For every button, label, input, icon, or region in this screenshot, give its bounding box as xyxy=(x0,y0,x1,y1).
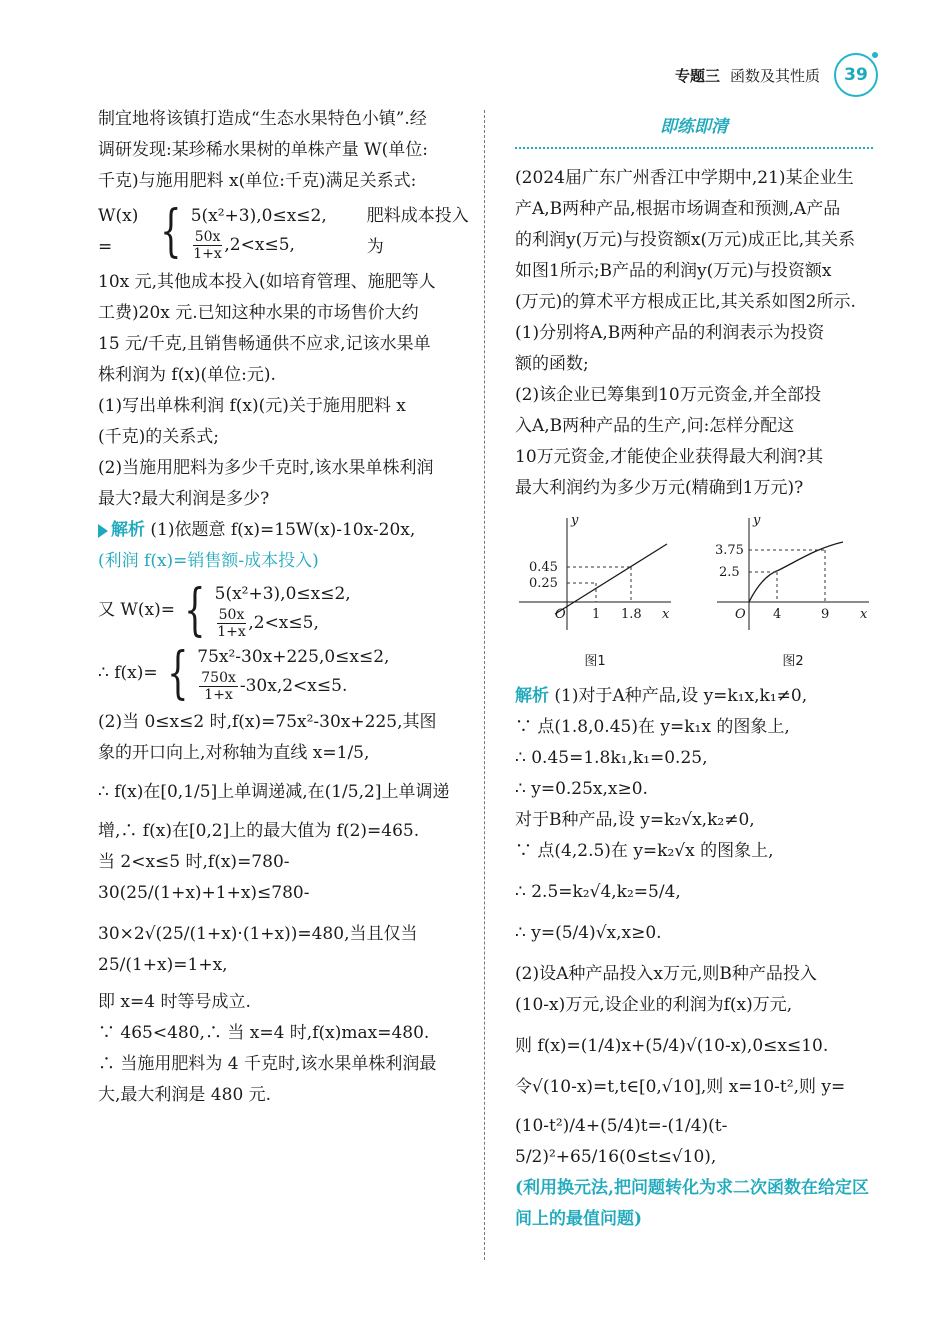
paragraph-line: 15 元/千克,且销售畅通供不应求,记该水果单 xyxy=(98,334,431,354)
fraction xyxy=(217,607,247,640)
y-tick-label: 0.45 xyxy=(529,560,558,575)
solution-line: 当 2<x≤5 时,f(x)=780-30(25/(1+x)+1+x)≤780- xyxy=(98,852,310,903)
chapter-title: 函数及其性质 xyxy=(729,66,820,85)
figure-1 xyxy=(515,512,675,677)
page-number-badge xyxy=(834,53,878,97)
x-tick-label: 9 xyxy=(821,607,830,622)
w-case-2 xyxy=(215,607,351,640)
analysis-tag: 解析 xyxy=(111,520,145,540)
x-axis-label: x xyxy=(662,607,670,622)
left-column xyxy=(98,104,472,1111)
w-again-label: 又 W(x)= xyxy=(98,600,175,620)
f-function-definition xyxy=(98,640,472,706)
question-1: (1)写出单株利润 f(x)(元)关于施用肥料 x xyxy=(98,396,406,416)
denominator: 1+x xyxy=(193,245,222,262)
triangle-arrow-icon xyxy=(98,524,108,538)
y-tick-label: 0.25 xyxy=(529,576,558,591)
y-tick-label: 3.75 xyxy=(715,543,744,558)
figure-2-graph xyxy=(713,512,873,634)
solution-line: ∴ y=0.25x,x≥0. xyxy=(515,779,648,799)
solution-line: ∵ 465<480,∴ 当 x=4 时,f(x)max=480. xyxy=(98,1023,430,1043)
right-column xyxy=(515,112,873,1235)
question-1: (千克)的关系式; xyxy=(98,427,219,447)
piecewise-cases xyxy=(215,581,351,640)
solution-line: ∴ f(x)在[0,1/5]上单调递减,在(1/5,2]上单调递 xyxy=(98,782,450,802)
w-case-1: 5(x²+3),0≤x≤2, xyxy=(190,205,327,226)
case-tail: -30x,2<x≤5. xyxy=(239,676,348,696)
origin-label: O xyxy=(555,607,566,622)
solution-line: (2)设A种产品投入x万元,则B种产品投入 xyxy=(515,964,817,984)
y-axis-label: y xyxy=(571,513,579,528)
page-header xyxy=(675,50,878,100)
figures-row xyxy=(515,512,873,677)
topic-label: 专题三 xyxy=(674,66,720,85)
solution-text: (1)对于A种产品,设 y=k₁x,k₁≠0, xyxy=(554,686,808,706)
problem-line: (万元)的算术平方根成正比,其关系如图2所示. xyxy=(515,292,856,312)
solution-line: ∴ y=(5/4)√x,x≥0. xyxy=(515,923,662,943)
f-case-1: 75x²-30x+225,0≤x≤2, xyxy=(197,647,390,667)
origin-label: O xyxy=(735,607,746,622)
figure-caption: 图2 xyxy=(782,654,804,669)
problem-line: (2024届广东广州香江中学期中,21)某企业生 xyxy=(515,168,854,188)
solution-line: ∵ 点(1.8,0.45)在 y=k₁x 的图象上, xyxy=(515,717,790,737)
solution-line xyxy=(515,681,873,712)
line-graph xyxy=(555,544,667,614)
paragraph-line: 株利润为 f(x)(单位:元). xyxy=(98,365,276,385)
question-2: (2)当施用肥料为多少千克时,该水果单株利润 xyxy=(98,458,434,478)
intro-line: 调研发现:某珍稀水果树的单株产量 W(单位: xyxy=(98,140,428,160)
fraction xyxy=(199,670,238,703)
problem-line: 如图1所示;B产品的利润y(万元)与投资额x xyxy=(515,261,832,281)
solution-line: 对于B种产品,设 y=k₂√x,k₂≠0, xyxy=(515,810,755,830)
denominator: 1+x xyxy=(217,624,246,640)
problem-line: (2)该企业已筹集到10万元资金,并全部投 xyxy=(515,385,822,405)
solution-line: ∵ 点(4,2.5)在 y=k₂√x 的图象上, xyxy=(515,841,774,861)
section-banner: 即练即清 xyxy=(515,112,873,149)
solution-line: ∴ 2.5=k₂√4,k₂=5/4, xyxy=(515,882,681,902)
w-side-text: 肥料成本投入为 xyxy=(366,206,469,257)
solution-line: 增,∴ f(x)在[0,2]上的最大值为 f(2)=465. xyxy=(98,821,420,841)
intro-line: 制宜地将该镇打造成“生态水果特色小镇”.经 xyxy=(98,109,427,129)
brace-icon: { xyxy=(166,640,189,706)
piecewise-cases xyxy=(197,644,389,703)
figure-2 xyxy=(713,512,873,677)
piecewise-cases xyxy=(191,203,327,262)
solution-line: (10-x)万元,设企业的利润为f(x)万元, xyxy=(515,995,793,1015)
figure-caption: 图1 xyxy=(584,654,606,669)
brace-icon: { xyxy=(160,199,182,264)
solution-line xyxy=(98,515,472,546)
w-function-definition xyxy=(98,201,472,263)
solution-line: 令√(10-x)=t,t∈[0,√10],则 x=10-t²,则 y= xyxy=(515,1077,846,1097)
x-tick-label: 1 xyxy=(592,607,601,622)
problem-line: 入A,B两种产品的生产,问:怎样分配这 xyxy=(515,416,795,436)
solution-line: (10-t²)/4+(5/4)t=-(1/4)(t-5/2)²+65/16(0≤t≤√10), xyxy=(515,1116,728,1167)
paragraph-line: 工费)20x 元.已知这种水果的市场售价大约 xyxy=(98,303,419,323)
problem-line: (1)分别将A,B两种产品的利润表示为投资 xyxy=(515,323,825,343)
problem-line: 10万元资金,才能使企业获得最大利润?其 xyxy=(515,447,824,467)
w-label: W(x) = xyxy=(98,206,139,257)
w-restate xyxy=(98,577,472,643)
hint-note: (利润 f(x)=销售额-成本投入) xyxy=(98,551,319,571)
problem-line: 产A,B两种产品,根据市场调查和预测,A产品 xyxy=(515,199,841,219)
solution-line: 则 f(x)=(1/4)x+(5/4)√(10-x),0≤x≤10. xyxy=(515,1036,829,1056)
solution-line: ∴ 当施用肥料为 4 千克时,该水果单株利润最 xyxy=(98,1054,437,1074)
f-label: ∴ f(x)= xyxy=(98,663,158,683)
y-tick-label: 2.5 xyxy=(719,565,740,580)
w-case-1: 5(x²+3),0≤x≤2, xyxy=(214,584,351,604)
badge-dot-icon xyxy=(872,52,878,58)
paragraph-line: 10x 元,其他成本投入(如培育管理、施肥等人 xyxy=(98,272,436,292)
solution-line: 大,最大利润是 480 元. xyxy=(98,1085,272,1105)
x-axis-label: x xyxy=(860,607,868,622)
problem-line: 额的函数; xyxy=(515,354,589,374)
figure-1-graph xyxy=(515,512,675,634)
solution-line: 象的开口向上,对称轴为直线 x=1/5, xyxy=(98,743,370,763)
x-tick-label: 1.8 xyxy=(621,607,642,622)
brace-icon: { xyxy=(184,577,206,643)
fraction xyxy=(193,229,223,262)
y-axis-label: y xyxy=(753,513,761,528)
analysis-tag: 解析 xyxy=(515,686,549,706)
question-2: 最大?最大利润是多少? xyxy=(98,489,270,509)
solution-text: (1)依题意 f(x)=15W(x)-10x-20x, xyxy=(150,520,416,540)
case-tail: ,2<x≤5, xyxy=(224,234,295,255)
page-number: 39 xyxy=(844,65,868,85)
x-tick-label: 4 xyxy=(773,607,782,622)
problem-line: 的利润y(万元)与投资额x(万元)成正比,其关系 xyxy=(515,230,856,250)
numerator: 50x xyxy=(194,228,221,245)
f-case-2 xyxy=(197,670,389,703)
problem-line: 最大利润约为多少万元(精确到1万元)? xyxy=(515,478,804,498)
intro-line: 千克)与施用肥料 x(单位:千克)满足关系式: xyxy=(98,171,417,191)
solution-line: ∴ 0.45=1.8k₁,k₁=0.25, xyxy=(515,748,708,768)
solution-line: (2)当 0≤x≤2 时,f(x)=75x²-30x+225,其图 xyxy=(98,712,437,732)
numerator: 750x xyxy=(201,670,236,686)
case-tail: ,2<x≤5, xyxy=(248,613,319,633)
numerator: 50x xyxy=(218,607,245,623)
denominator: 1+x xyxy=(204,687,233,703)
solution-line: 即 x=4 时等号成立. xyxy=(98,992,251,1012)
column-divider xyxy=(484,110,485,1260)
hint-note: (利用换元法,把问题转化为求二次函数在给定区间上的最值问题) xyxy=(515,1178,869,1229)
w-case-2 xyxy=(191,229,327,262)
solution-line: 30×2√(25/(1+x)·(1+x))=480,当且仅当 25/(1+x)=1+x, xyxy=(98,924,418,975)
